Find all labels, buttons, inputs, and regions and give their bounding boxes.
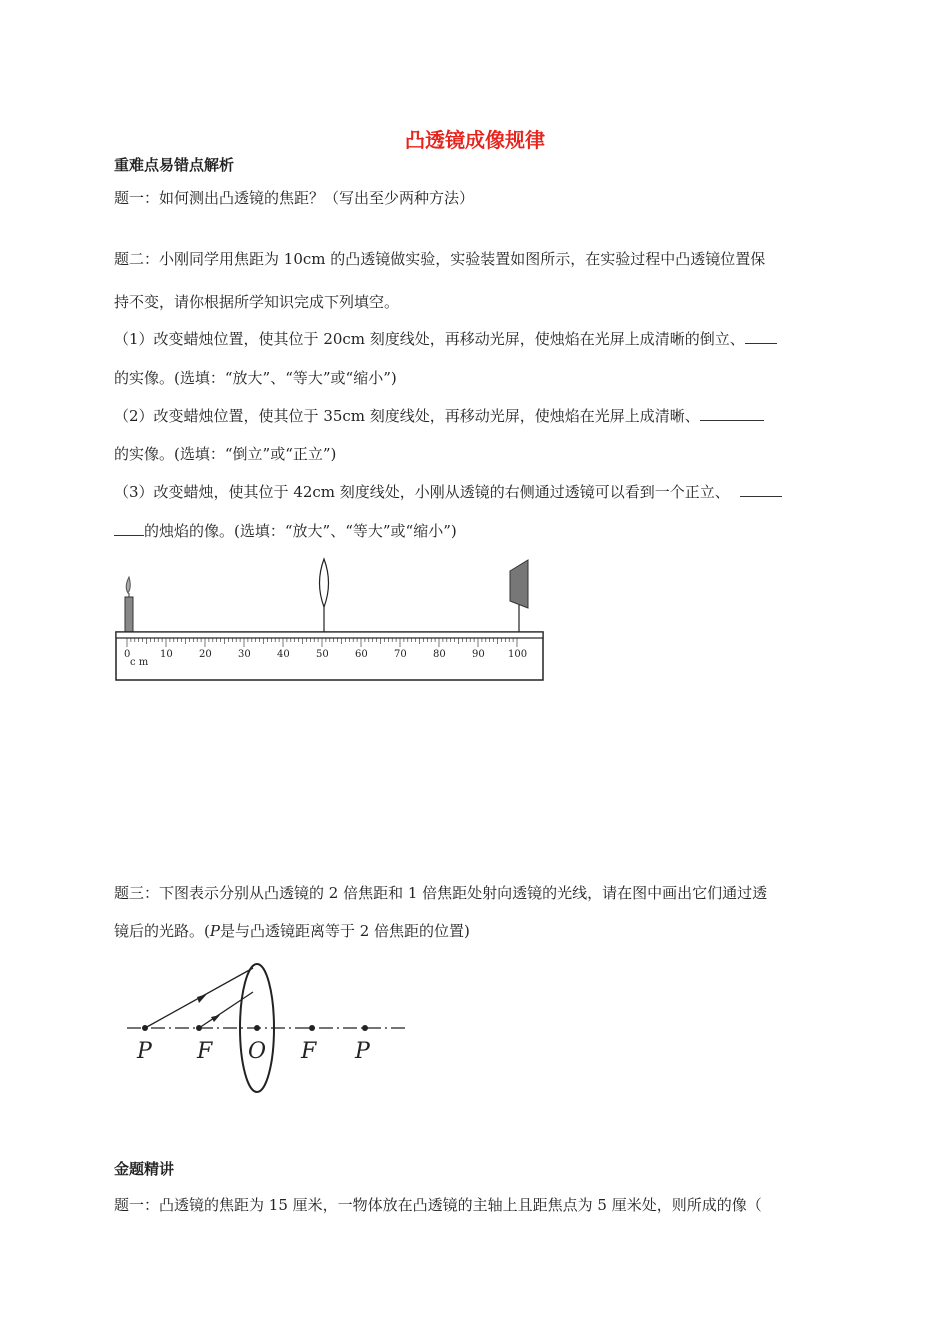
ruler-tick-label: 20 xyxy=(199,649,212,660)
ruler-tick-label: 10 xyxy=(160,649,173,660)
rail xyxy=(116,632,543,638)
label-o: O xyxy=(248,1039,267,1064)
answer-blank[interactable] xyxy=(700,406,764,421)
ruler-tick-label: 90 xyxy=(472,649,485,660)
unit-label: c m xyxy=(130,657,149,668)
section-heading-lecture: 金题精讲 xyxy=(114,1160,175,1178)
label-p-left: P xyxy=(137,1039,152,1064)
question-2-part-2-text: （2）改变蜡烛位置，使其位于 35cm 刻度线处，再移动光屏，使烛焰在光屏上成清晰、 xyxy=(114,407,700,425)
ruler-tick-label: 50 xyxy=(316,649,329,660)
question-3-line-2-text-a: 镜后的光路。( xyxy=(114,922,210,940)
convex-lens xyxy=(320,559,329,607)
page-title: 凸透镜成像规律 xyxy=(405,128,545,152)
question-2-part-1-cont: 的实像。(选填：“放大”、“等大”或“缩小”) xyxy=(114,369,397,387)
question-3-line-1: 题三：下图表示分别从凸透镜的 2 倍焦距和 1 倍焦距处射向透镜的光线，请在图中画出它们通过透 xyxy=(114,884,768,902)
arrow-icon xyxy=(197,994,207,1003)
answer-blank[interactable] xyxy=(745,329,777,344)
question-1: 题一：如何测出凸透镜的焦距？（写出至少两种方法） xyxy=(114,189,475,207)
question-2-line-1: 题二：小刚同学用焦距为 10cm 的凸透镜做实验，实验装置如图所示，在实验过程中凸透镜位置保 xyxy=(114,250,766,268)
question-2-part-1 xyxy=(114,329,777,349)
ruler-tick-label: 0 xyxy=(124,649,131,660)
question-2-part-1-text: （1）改变蜡烛位置，使其位于 20cm 刻度线处，再移动光屏，使烛焰在光屏上成清晰的倒立、 xyxy=(114,330,745,348)
arrow-icon xyxy=(211,1015,220,1022)
question-2-line-2: 持不变，请你根据所学知识完成下列填空。 xyxy=(114,293,400,311)
answer-blank[interactable] xyxy=(740,482,782,497)
ruler-tick-label: 40 xyxy=(277,649,290,660)
ruler-tick-label: 60 xyxy=(355,649,368,660)
ruler-tick-label: 70 xyxy=(394,649,407,660)
question-2-part-2-cont: 的实像。(选填：“倒立”或“正立”) xyxy=(114,445,337,463)
light-screen xyxy=(510,560,528,608)
candle xyxy=(125,597,133,632)
section-heading-analysis: 重难点易错点解析 xyxy=(114,156,235,174)
label-f-right: F xyxy=(301,1039,317,1064)
question-3-italic-p: P xyxy=(209,922,220,940)
question-3-line-2-text-b: 是与凸透镜距离等于 2 倍焦距的位置) xyxy=(219,922,470,940)
question-2-part-3-text: （3）改变蜡烛，使其位于 42cm 刻度线处，小刚从透镜的右侧通过透镜可以看到一个正立、 xyxy=(114,483,730,501)
optical-bench-figure xyxy=(110,555,550,685)
candle-flame-icon xyxy=(126,577,130,593)
question-2-part-2 xyxy=(114,406,764,426)
question-3-line-2 xyxy=(114,921,470,941)
question-4-line-1: 题一：凸透镜的焦距为 15 厘米，一物体放在凸透镜的主轴上且距焦点为 5 厘米处，则所成的像（ xyxy=(114,1196,762,1214)
question-2-part-3-cont-text: 的烛焰的像。(选填：“放大”、“等大”或“缩小”) xyxy=(144,522,457,540)
answer-blank[interactable] xyxy=(114,521,144,536)
lens-ray-diagram xyxy=(115,960,415,1110)
ruler-tick-label: 100 xyxy=(508,649,528,660)
ruler-tick-label: 30 xyxy=(238,649,251,660)
label-f-left: F xyxy=(197,1039,213,1064)
ruler-tick-label: 80 xyxy=(433,649,446,660)
label-p-right: P xyxy=(355,1039,370,1064)
question-2-part-3 xyxy=(114,482,782,502)
ray-from-f xyxy=(199,992,253,1028)
question-2-part-3-cont xyxy=(114,521,457,541)
